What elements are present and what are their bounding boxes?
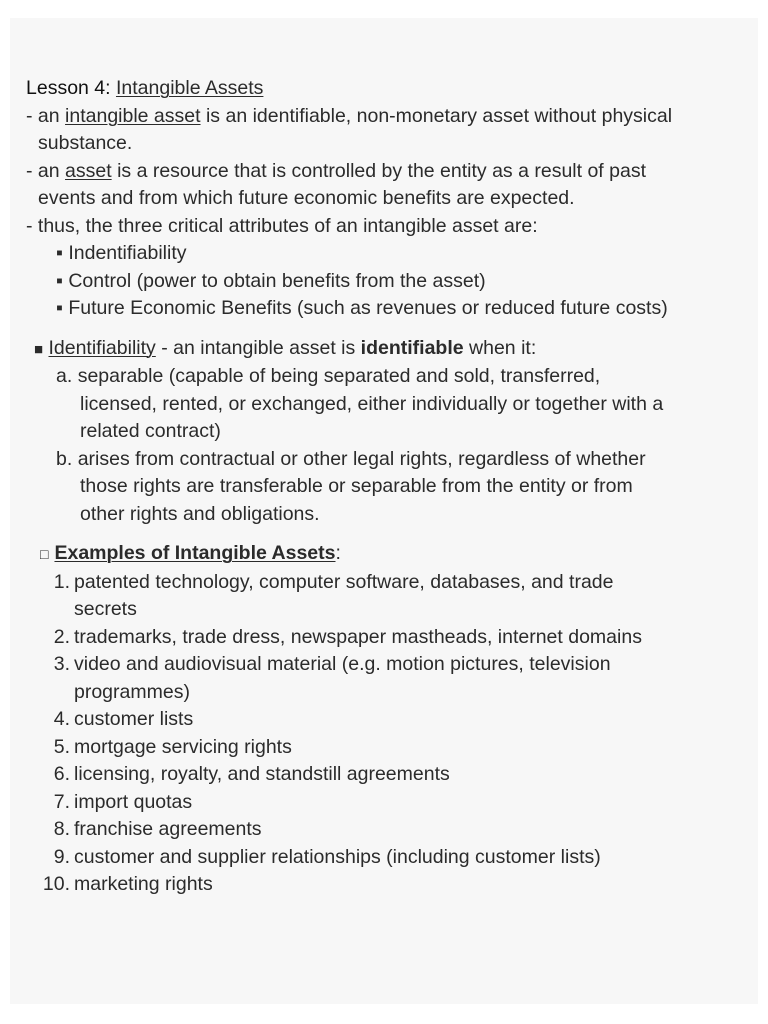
item-continuation: those rights are transferable or separable from the entity or from [80,475,633,497]
identifiability-item-b [26,446,750,474]
attributes-intro: - thus, the three critical attributes of an intangible asset are: [26,214,538,237]
identifiable-bold: identifiable [360,336,464,359]
example-item [26,844,750,872]
lesson-title: Intangible Assets [115,77,264,99]
square-bullet-icon: ■ [34,340,44,358]
item-number: 4. [53,708,70,730]
definition-continuation: substance. [38,132,133,154]
item-text: mortgage servicing rights [74,735,292,758]
item-number: 8. [53,818,70,840]
example-item [26,816,750,844]
note-content [26,75,750,899]
examples-title: Examples of Intangible Assets [54,542,336,564]
item-text: customer and supplier relationships (including customer lists) [74,845,601,868]
example-item [26,651,750,679]
item-number: 6. [53,763,70,785]
item-text: trademarks, trade dress, newspaper mastheads, internet domains [74,625,642,648]
item-text: licensing, royalty, and standstill agreements [74,763,450,785]
definition-asset [26,158,750,186]
definition-dash: - an [26,104,60,127]
definition-text: is a resource that is controlled by the entity as a result of past [117,159,646,182]
identifiability-item-a [26,363,750,391]
item-text: customer lists [74,708,194,730]
example-item [26,761,750,789]
item-number: 3. [53,653,70,675]
item-number: 10. [42,873,70,895]
item-text: separable (capable of being separated and sold, transferred, [77,365,601,387]
definition-dash: - an [26,159,60,182]
lesson-prefix: Lesson 4: [26,77,111,99]
item-text: patented technology, computer software, databases, and trade [74,570,614,593]
item-label: a. [56,365,73,387]
item-continuation: related contract) [80,420,221,442]
attribute-item: ▪ Control (power to obtain benefits from the asset) [56,269,486,292]
definition-continuation: events and from which future economic benefits are expected. [38,187,575,209]
item-text: arises from contractual or other legal rights, regardless of whether [77,447,646,470]
item-continuation: licensed, rented, or exchanged, either individually or together with a [80,392,664,415]
item-label: b. [56,447,73,470]
definition-text: is an identifiable, non-monetary asset without physical [205,104,673,127]
item-number: 2. [53,625,70,648]
item-continuation: programmes) [74,680,190,703]
example-item [26,871,750,899]
item-number: 5. [53,735,70,758]
identifiability-text-end: when it: [469,336,537,359]
item-text: video and audiovisual material (e.g. motion pictures, television [74,653,611,675]
attribute-item: ▪ Future Economic Benefits (such as revenues or reduced future costs) [56,297,668,319]
item-text: marketing rights [74,873,213,895]
term-identifiability: Identifiability [48,336,156,359]
item-text: import quotas [74,790,193,813]
definition-intangible-asset [26,103,750,131]
example-item [26,706,750,734]
example-item [26,569,750,597]
identifiability-text: - an intangible asset is [161,336,356,359]
item-continuation: other rights and obligations. [80,502,320,525]
item-text: franchise agreements [74,818,262,840]
examples-list [26,569,750,899]
examples-colon: : [335,542,341,564]
item-number: 1. [53,570,70,593]
example-item [26,789,750,817]
example-item [26,624,750,652]
item-continuation: secrets [74,598,137,620]
item-number: 9. [53,845,70,868]
examples-heading [26,540,750,569]
attribute-item: ▪ Indentifiability [56,242,187,264]
example-item [26,734,750,762]
item-number: 7. [53,790,70,813]
term-asset: asset [65,159,112,182]
note-page [10,18,758,1004]
term-intangible-asset: intangible asset [65,104,201,127]
lesson-heading [26,75,750,103]
hollow-square-icon: □ [40,546,49,562]
identifiability-heading [26,335,750,364]
